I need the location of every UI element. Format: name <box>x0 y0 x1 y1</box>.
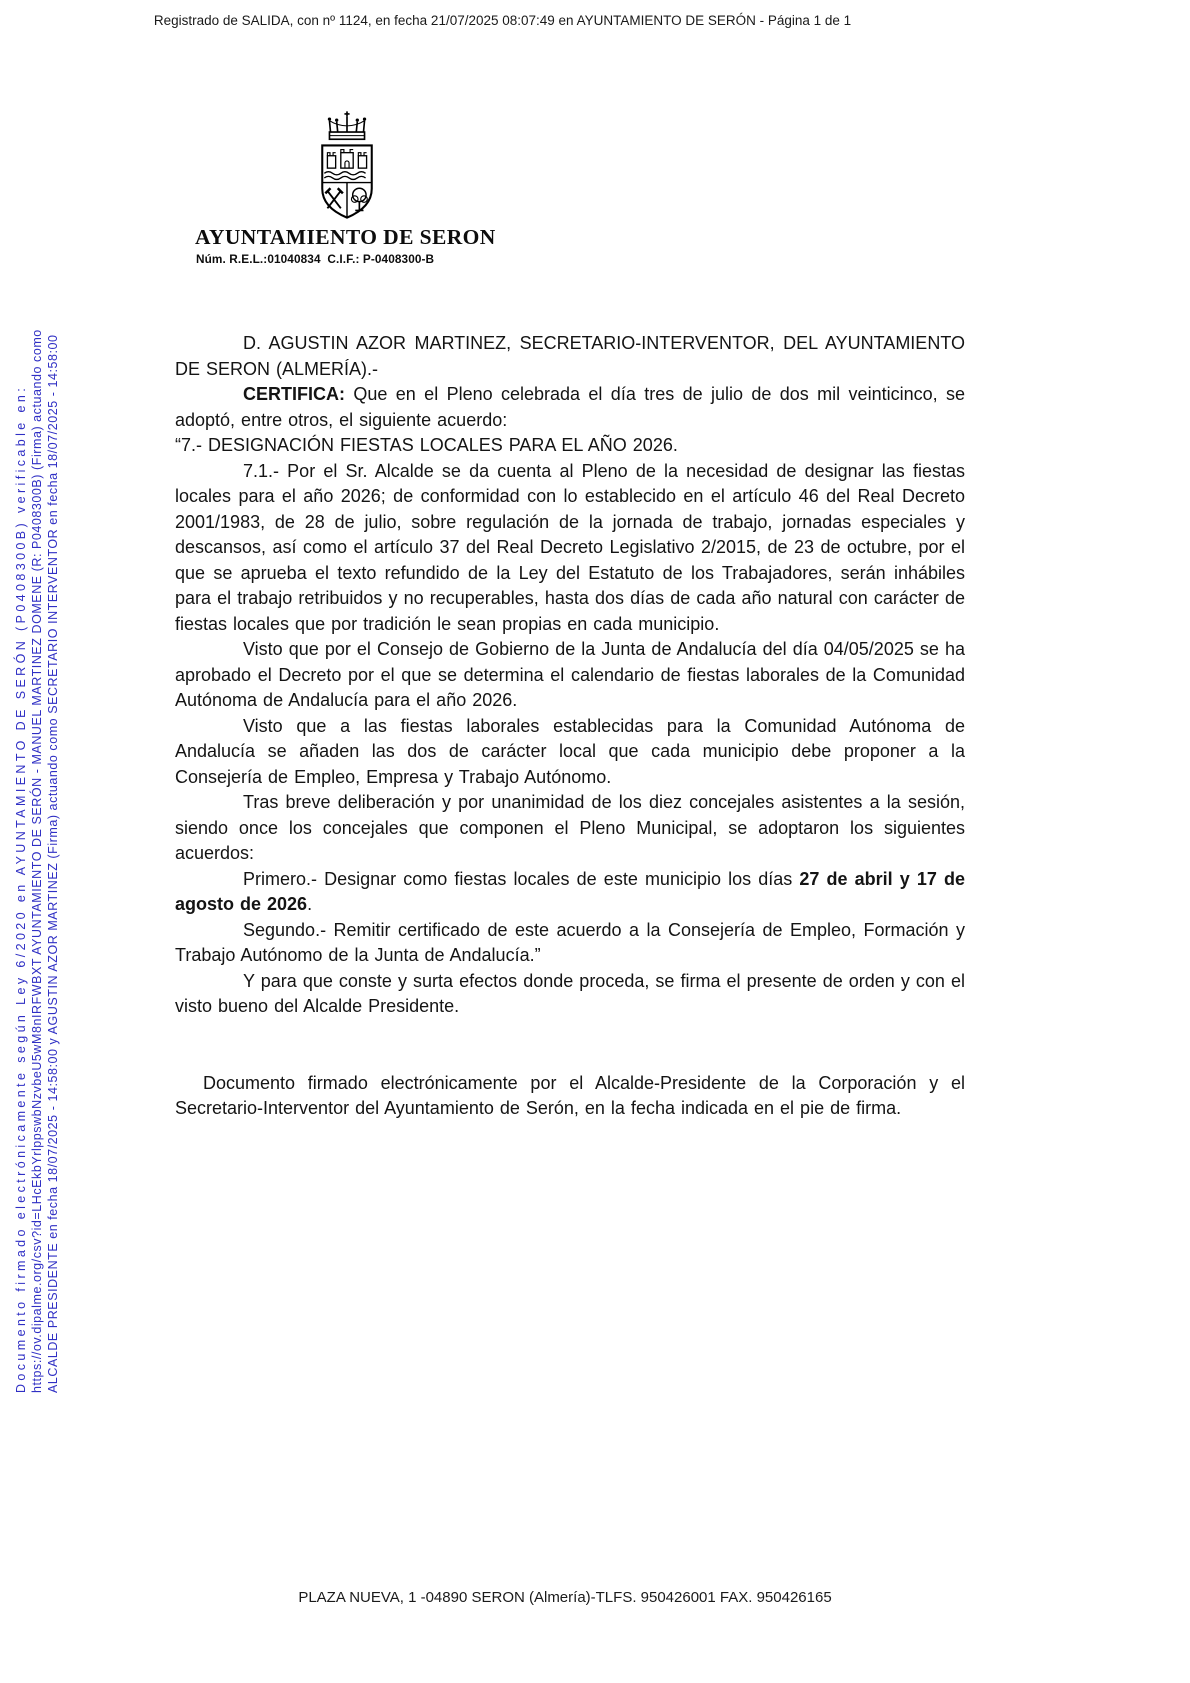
sidebar-line-signers: ALCALDE PRESIDENTE en fecha 18/07/2025 - 14:58:00 y AGUSTIN AZOR MARTINEZ (Firma) actuando como SECRETARIO INTERVENTOR en fecha 18/07/2025 - 14:58:00 <box>46 334 60 1393</box>
paragraph-primero <box>175 867 965 918</box>
primero-text: Primero.- Designar como fiestas locales de este municipio los días <box>243 868 800 889</box>
paragraph-item71: 7.1.- Por el Sr. Alcalde se da cuenta al Pleno de la necesidad de designar las fiestas locales para el año 2026; de conformidad con lo establecido en el artículo 46 del Real Decreto 2001/1983, de 28 de julio, sobre regulación de la jornada de trabajo, jornadas especiales y descansos, así como el artículo 37 del Real Decreto Legislativo 2/2015, de 23 de octubre, por el que se aprueba el texto refundido de la Ley del Estatuto de los Trabajadores, serán inhábiles para el trabajo retribuidos y no recuperables, hasta dos días de cada año natural con carácter de fiestas locales que por tradición le sean propias en cada municipio. <box>175 460 965 634</box>
paragraph-visto2: Visto que a las fiestas laborales establecidas para la Comunidad Autónoma de Andalucía se añaden las dos de carácter local que cada municipio debe proponer a la Consejería de Empleo, Empresa y Trabajo Autónomo. <box>175 715 965 787</box>
sidebar-line-verification: Documento firmado electrónicamente según Ley 6/2020 en AYUNTAMIENTO DE SERÓN (P0408300B) verificable en: <box>14 384 28 1393</box>
org-registry-ids: Núm. R.E.L.:01040834 C.I.F.: P-0408300-B <box>196 252 435 266</box>
primero-period: . <box>307 894 313 914</box>
registration-stamp: Registrado de SALIDA, con nº 1124, en fecha 21/07/2025 08:07:49 en AYUNTAMIENTO DE SERÓN - Página 1 de 1 <box>153 13 852 28</box>
paragraph-visto1: Visto que por el Consejo de Gobierno de la Junta de Andalucía del día 04/05/2025 se ha aprobado el Decreto por el que se determina el calendario de fiestas laborales de la Comunidad Autónoma de Andalucía para el año 2026. <box>175 639 965 710</box>
paragraph-firma-nota: Documento firmado electrónicamente por el Alcalde-Presidente de la Corporación y el Secretario-Interventor del Ayuntamiento de Serón, en la fecha indicada en el pie de firma. <box>175 1072 965 1118</box>
paragraph-cierre: Y para que conste y surta efectos donde proceda, se firma el presente de orden y con el visto bueno del Alcalde Presidente. <box>175 970 965 1016</box>
paragraph-certifica <box>175 382 965 433</box>
document-body <box>175 331 965 1122</box>
fiestas-dates: 27 de abril y 17 de agosto de 2026 <box>175 868 965 914</box>
footer-address: PLAZA NUEVA, 1 -04890 SERON (Almería)-TLFS. 950426001 FAX. 950426165 <box>298 1589 832 1606</box>
paragraph-intro: D. AGUSTIN AZOR MARTINEZ, SECRETARIO-INTERVENTOR, DEL AYUNTAMIENTO DE SERON (ALMERÍA).- <box>175 333 965 379</box>
signature-sidebar <box>13 191 63 1393</box>
paragraph-item7-title: “7.- DESIGNACIÓN FIESTAS LOCALES PARA EL AÑO 2026. <box>175 435 678 455</box>
paragraph-deliberacion: Tras breve deliberación y por unanimidad de los diez concejales asistentes a la sesión, siendo once los concejales que componen el Pleno Municipal, se adoptaron los siguientes acuerdos: <box>175 792 965 863</box>
org-name: AYUNTAMIENTO DE SERON <box>195 225 496 249</box>
certifica-text: Que en el Pleno celebrada el día tres de julio de dos mil veinticinco, se adoptó, entre otros, el siguiente acuerdo: <box>175 384 965 430</box>
seron-coat-of-arms-icon <box>314 108 380 220</box>
paragraph-segundo: Segundo.- Remitir certificado de este acuerdo a la Consejería de Empleo, Formación y Trabajo Autónomo de la Junta de Andalucía.” <box>175 919 965 965</box>
certifica-label: CERTIFICA: <box>243 384 345 404</box>
sidebar-line-csv-url: https://ov.dipalme.org/csv?id=LHcEkbYrlppswbNzvbeU5wM8nIRFWBXT AYUNTAMIENTO DE SERÓN - MANUEL MARTINEZ DOMENE (R: P0408300B) (Firma) actuando como <box>30 329 44 1393</box>
